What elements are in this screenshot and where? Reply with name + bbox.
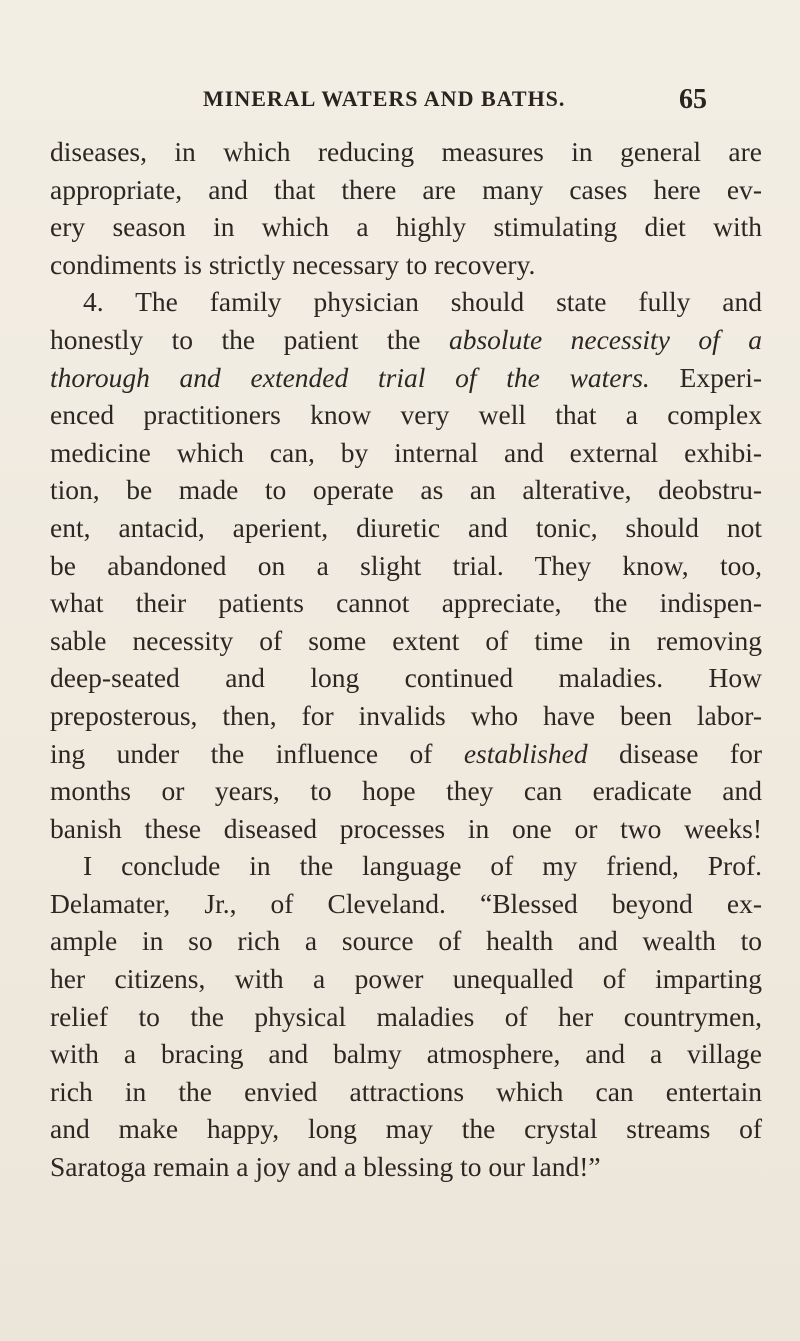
text-segment: with a bracing and balmy atmosphere, and a village [50, 1038, 762, 1070]
text-segment: ery season in which a highly stimulating diet with [50, 211, 762, 243]
text-line [50, 434, 762, 472]
text-segment: medicine which can, by internal and external exhibi- [50, 436, 762, 468]
text-segment: disease for [587, 737, 762, 769]
text-segment: ample in so rich a source of health and wealth to [50, 925, 762, 957]
text-segment: deep-seated and long continued maladies. How [50, 662, 762, 694]
text-line [50, 922, 762, 960]
body-text [50, 133, 762, 1186]
text-line [50, 847, 762, 885]
text-segment: ing under the influence of [50, 737, 464, 769]
text-segment: Experi- [649, 361, 762, 393]
text-line [50, 133, 762, 171]
italic-text: absolute necessity of a [448, 323, 762, 355]
text-segment: what their patients cannot appreciate, the indispen- [50, 587, 762, 619]
text-segment: Saratoga remain a joy and a blessing to our land!” [50, 1151, 601, 1183]
text-line [50, 1110, 762, 1148]
text-segment: her citizens, with a power unequalled of imparting [50, 963, 762, 995]
text-line [50, 1148, 762, 1186]
text-line [50, 171, 762, 209]
text-segment: honestly to the patient the [50, 323, 449, 355]
text-segment: condiments is strictly necessary to recovery. [50, 248, 536, 280]
text-segment: appropriate, and that there are many cases here ev- [50, 173, 762, 205]
page-number: 65 [679, 84, 707, 115]
text-segment: relief to the physical maladies of her countrymen, [50, 1000, 762, 1032]
text-segment: 4. The family physician should state fully and [83, 286, 762, 318]
text-segment: and make happy, long may the crystal streams of [50, 1113, 762, 1145]
text-line [50, 283, 762, 321]
text-line [50, 246, 762, 284]
text-line [50, 735, 762, 773]
text-segment: I conclude in the language of my friend, Prof. [83, 850, 762, 882]
text-segment: sable necessity of some extent of time in removing [50, 624, 762, 656]
text-segment: enced practitioners know very well that a complex [50, 399, 762, 431]
text-line [50, 547, 762, 585]
text-line [50, 622, 762, 660]
text-line [50, 1035, 762, 1073]
text-segment: months or years, to hope they can eradicate and [50, 775, 762, 807]
italic-text: established [463, 737, 588, 769]
text-segment: ent, antacid, aperient, diuretic and tonic, should not [50, 511, 762, 543]
text-line [50, 659, 762, 697]
text-line [50, 697, 762, 735]
text-line [50, 810, 762, 848]
text-segment: tion, be made to operate as an alterative, deobstru- [50, 474, 762, 506]
text-line [50, 396, 762, 434]
text-segment: be abandoned on a slight trial. They know, too, [50, 549, 762, 581]
text-line [50, 960, 762, 998]
italic-text: thorough and extended trial of the waters. [50, 361, 650, 393]
text-line [50, 321, 762, 359]
text-line [50, 208, 762, 246]
text-segment: rich in the envied attractions which can entertain [50, 1075, 762, 1107]
text-line [50, 772, 762, 810]
running-title: MINERAL WATERS AND BATHS. [203, 86, 566, 111]
text-line [50, 359, 762, 397]
text-line [50, 1073, 762, 1111]
text-segment: diseases, in which reducing measures in general are [50, 136, 762, 167]
text-segment: Delamater, Jr., of Cleveland. “Blessed beyond ex- [50, 887, 762, 919]
text-line [50, 885, 762, 923]
text-line [50, 471, 762, 509]
text-line [50, 584, 762, 622]
text-segment: preposterous, then, for invalids who have been labor- [50, 699, 762, 731]
text-segment: banish these diseased processes in one or two weeks! [50, 812, 762, 844]
text-line [50, 998, 762, 1036]
text-line [50, 509, 762, 547]
running-head [0, 86, 800, 126]
